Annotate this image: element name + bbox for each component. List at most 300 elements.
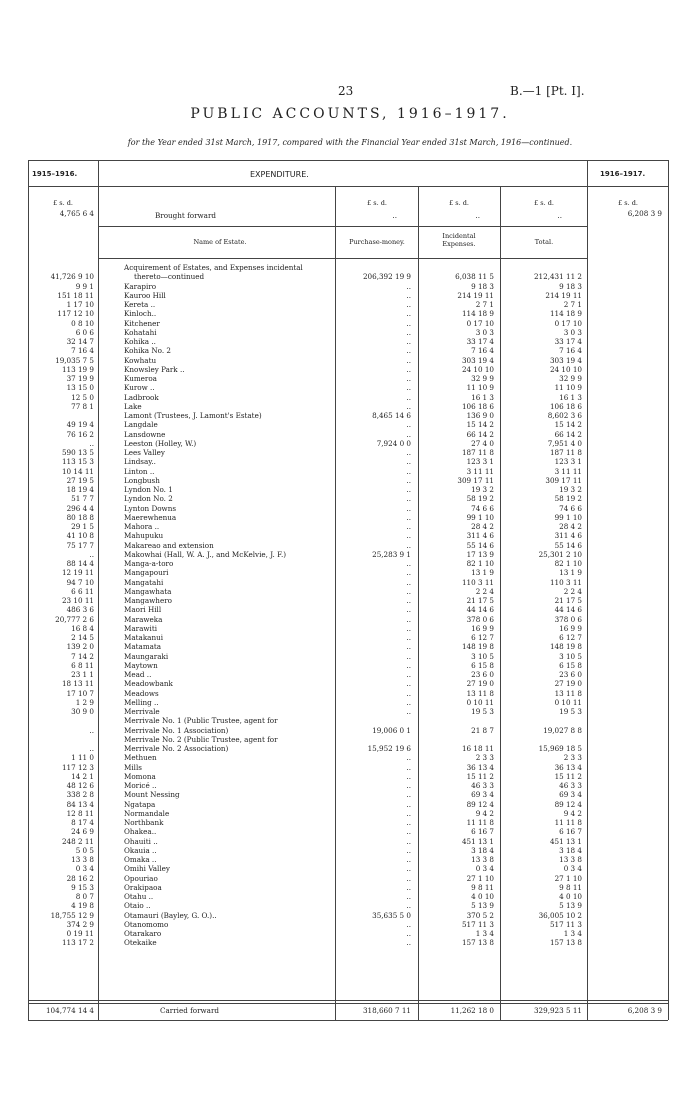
cell-pm: .. — [406, 633, 411, 642]
cell-name: thereto—continued — [134, 272, 205, 282]
cell-prev: 80 18 8 — [66, 512, 94, 522]
cell-pm: .. — [406, 522, 411, 531]
cell-inc: 9 4 2 — [475, 808, 494, 818]
cell-name: Ladbrook — [124, 392, 159, 402]
cell-tot: 9 4 2 — [563, 808, 582, 818]
cell-pm: .. — [406, 845, 411, 855]
cell-inc: 55 14 6 — [466, 540, 494, 550]
cell-inc: 309 17 11 — [457, 475, 494, 485]
cell-pm: .. — [406, 651, 411, 661]
cell-tot: 8,602 3 6 — [547, 411, 582, 420]
header-total: Total. — [534, 238, 554, 246]
cell-inc: 32 9 9 — [471, 374, 494, 383]
cell-name: Makowhai (Hall, W. A. J., and McKelvie, J. F.) — [124, 549, 287, 559]
cell-tot: 19 3 2 — [559, 485, 582, 494]
cell-prev: 84 13 4 — [66, 799, 94, 809]
cell-prev: 18,755 12 9 — [50, 910, 94, 920]
cell-tot: 3 0 3 — [563, 327, 582, 337]
cell-pm: .. — [406, 429, 411, 439]
cell-pm: .. — [406, 707, 411, 716]
cell-inc: 187 11 8 — [461, 448, 494, 457]
cell-prev: 6 0 6 — [75, 327, 94, 337]
cell-inc: 114 18 9 — [461, 309, 494, 319]
cell-prev: 6 8 11 — [71, 660, 94, 670]
cell-inc: 82 1 10 — [466, 559, 494, 568]
cell-pm: .. — [406, 364, 411, 374]
cell-inc: 123 3 1 — [466, 457, 494, 467]
cell-inc: 0 10 11 — [466, 697, 494, 707]
cell-prev: 296 4 4 — [66, 503, 94, 513]
cell-inc: 370 5 2 — [466, 910, 494, 920]
cell-prev: 37 19 9 — [66, 374, 94, 383]
cell-pm: .. — [406, 818, 411, 827]
header-expenditure: EXPENDITURE. — [250, 170, 309, 179]
cell-prev: 1 17 10 — [66, 300, 94, 309]
cell-name: Orakipaoa — [124, 882, 162, 892]
cell-prev: 88 14 4 — [66, 559, 94, 568]
lsd-header-purchase: £ s. d. — [367, 199, 387, 207]
cell-name: Kinloch.. — [124, 309, 157, 319]
cell-tot: 19,027 8 8 — [543, 725, 582, 735]
cell-inc: 11 11 8 — [466, 818, 494, 827]
cell-pm: .. — [406, 383, 411, 393]
cell-pm: .. — [406, 892, 411, 901]
cell-tot: 27 1 10 — [554, 873, 582, 883]
cell-inc: 27 19 0 — [466, 679, 494, 689]
cell-prev: 29 1 5 — [71, 522, 94, 531]
brought-forward-incidental: .. — [475, 211, 480, 220]
cell-inc: 2 7 1 — [475, 300, 494, 309]
cell-tot: 15,969 18 5 — [538, 744, 582, 753]
cell-prev: 27 19 5 — [66, 475, 94, 485]
cell-name: Linton .. — [124, 466, 155, 476]
cell-pm: .. — [406, 679, 411, 689]
cell-pm: .. — [406, 873, 411, 883]
cell-prev: 32 14 7 — [66, 337, 94, 346]
cell-pm: .. — [406, 901, 411, 911]
cell-inc: 16 18 11 — [461, 744, 494, 753]
cell-tot: 15 11 2 — [554, 771, 582, 781]
cell-tot: 24 10 10 — [549, 364, 582, 374]
cell-name: Kowhatu — [124, 355, 157, 365]
cell-inc: 451 13 1 — [461, 836, 494, 846]
cell-inc: 3 18 4 — [471, 845, 494, 855]
cell-inc: 89 12 4 — [466, 799, 494, 809]
cell-tot: 33 17 4 — [554, 337, 582, 346]
cell-tot: 2 3 3 — [563, 753, 582, 763]
cell-tot: 58 19 2 — [554, 494, 582, 504]
cell-name: Longbush — [124, 475, 160, 485]
cell-inc: 2 3 3 — [475, 753, 494, 763]
cell-prev: 113 19 9 — [61, 364, 94, 374]
cell-tot: 0 3 4 — [563, 864, 582, 874]
cell-pm: .. — [406, 540, 411, 550]
cell-tot: 28 4 2 — [559, 522, 582, 531]
cell-inc: 19 3 2 — [471, 485, 494, 494]
cell-tot: 27 19 0 — [554, 679, 582, 689]
cell-inc: 157 13 8 — [461, 938, 494, 948]
cell-inc: 3 11 11 — [466, 466, 494, 476]
cell-prev: 7 16 4 — [71, 346, 94, 356]
lsd-header-incidental: £ s. d. — [449, 199, 469, 207]
cell-prev: 30 9 0 — [71, 707, 94, 716]
cell-prev: 10 14 11 — [61, 466, 94, 476]
cell-name: Otekaike — [124, 938, 157, 948]
cell-prev: 338 2 8 — [66, 790, 94, 800]
cell-tot: 7 16 4 — [559, 346, 582, 356]
cell-tot: 3 18 4 — [559, 845, 582, 855]
cell-name: Kohatahi — [124, 327, 157, 337]
cell-name: Ohauiti .. — [124, 836, 158, 846]
cell-prev: 0 3 4 — [75, 864, 94, 874]
cell-tot: 3 11 11 — [554, 466, 582, 476]
cell-tot: 106 18 6 — [549, 401, 582, 411]
cell-tot: 11 11 8 — [554, 818, 582, 827]
cell-tot: 311 4 6 — [554, 531, 582, 541]
cell-pm: .. — [406, 929, 411, 938]
cell-tot: 89 12 4 — [554, 799, 582, 809]
carried-forward-total: 329,923 5 11 — [533, 1006, 582, 1015]
cell-name: Kohika No. 2 — [124, 346, 171, 356]
cell-pm: .. — [406, 882, 411, 892]
cell-name: Mangawhero — [124, 596, 172, 605]
cell-inc: 0 17 10 — [466, 318, 494, 328]
cell-name: Otanomomo — [124, 919, 169, 929]
cell-inc: 36 13 4 — [466, 762, 494, 772]
cell-pm: .. — [406, 355, 411, 365]
cell-inc: 311 4 6 — [466, 531, 494, 541]
cell-inc: 21 8 7 — [471, 725, 494, 735]
cell-tot: 44 14 6 — [554, 605, 582, 615]
cell-tot: 23 6 0 — [559, 670, 582, 679]
cell-inc: 69 3 4 — [471, 790, 494, 800]
cell-name: Kumeroa — [124, 374, 157, 383]
cell-tot: 2 2 4 — [563, 586, 582, 596]
cell-name: Mahupuku — [124, 531, 164, 541]
cell-prev: 16 8 4 — [71, 623, 94, 633]
cell-pm: .. — [406, 577, 411, 587]
cell-prev: 113 15 3 — [61, 457, 94, 467]
cell-name: Manga-a-toro — [124, 559, 174, 568]
cell-prev: 94 7 10 — [66, 577, 94, 587]
cell-pm: .. — [406, 475, 411, 485]
cell-prev: .. — [89, 549, 94, 559]
brought-forward-right: 6,208 3 9 — [627, 209, 662, 218]
cell-tot: 99 1 10 — [554, 512, 582, 522]
cell-pm: .. — [406, 660, 411, 670]
cell-prev: 12 5 0 — [71, 392, 94, 402]
cell-tot: 214 19 11 — [545, 290, 582, 300]
page-title: PUBLIC ACCOUNTS, 1916–1917. — [190, 106, 510, 122]
cell-prev: 49 19 4 — [66, 420, 94, 430]
cell-tot: 19 5 3 — [559, 707, 582, 716]
cell-tot: 0 10 11 — [554, 697, 582, 707]
carried-forward-prev: 104,774 14 4 — [45, 1006, 94, 1015]
cell-pm: .. — [406, 485, 411, 494]
cell-prev: 151 18 11 — [57, 290, 94, 300]
cell-prev: .. — [89, 725, 94, 735]
cell-pm: .. — [406, 494, 411, 504]
cell-prev: 139 2 0 — [66, 642, 94, 652]
cell-pm: .. — [406, 605, 411, 615]
cell-pm: 7,924 0 0 — [376, 438, 411, 448]
cell-inc: 74 6 6 — [471, 503, 494, 513]
cell-prev: 248 2 11 — [61, 836, 94, 846]
cell-pm: .. — [406, 559, 411, 568]
lsd-header-total: £ s. d. — [534, 199, 554, 207]
cell-prev: 374 2 9 — [66, 919, 94, 929]
carried-forward-right: 6,208 3 9 — [627, 1006, 662, 1015]
cell-name: Makareao and extension — [124, 540, 214, 550]
cell-prev: 23 1 1 — [71, 670, 94, 679]
cell-name: Otahu .. — [124, 892, 154, 901]
cell-prev: 0 8 10 — [71, 318, 94, 328]
cell-name: Melling .. — [124, 697, 159, 707]
cell-tot: 2 7 1 — [563, 300, 582, 309]
page-reference: B.—1 [Pt. I]. — [510, 84, 585, 98]
cell-pm: .. — [406, 401, 411, 411]
cell-name: Matamata — [124, 642, 162, 652]
cell-prev: 113 17 2 — [61, 938, 94, 948]
cell-inc: 2 2 4 — [475, 586, 494, 596]
cell-inc: 148 19 8 — [461, 642, 494, 652]
cell-pm: 206,392 19 9 — [362, 272, 411, 282]
cell-prev: 8 17 4 — [71, 818, 94, 827]
cell-inc: 44 14 6 — [466, 605, 494, 615]
cell-pm: .. — [406, 864, 411, 874]
cell-tot: 517 11 3 — [549, 919, 582, 929]
cell-name: Matakanui — [124, 633, 164, 642]
cell-prev: 20,777 2 6 — [55, 614, 94, 624]
cell-inc: 6 16 7 — [471, 827, 494, 837]
cell-name: Okauia .. — [124, 845, 157, 855]
cell-name: Merrivale No. 2 Association) — [124, 744, 229, 753]
cell-prev: 75 17 7 — [66, 540, 94, 550]
cell-prev: 18 13 11 — [61, 679, 94, 689]
cell-name: Kohika .. — [124, 337, 156, 346]
cell-inc: 13 3 8 — [471, 855, 494, 864]
carried-forward-purchase: 318,660 7 11 — [362, 1006, 411, 1015]
cell-tot: 7,951 4 0 — [547, 438, 582, 448]
cell-tot: 6 16 7 — [559, 827, 582, 837]
cell-tot: 157 13 8 — [549, 938, 582, 948]
cell-name: Lyndon No. 1 — [124, 485, 173, 494]
cell-name: Mead .. — [124, 670, 152, 679]
cell-inc: 58 19 2 — [466, 494, 494, 504]
cell-prev: 0 19 11 — [66, 929, 94, 938]
cell-name: Mangawhata — [124, 586, 172, 596]
cell-inc: 15 14 2 — [466, 420, 494, 430]
carried-forward-label: Carried forward — [160, 1006, 219, 1015]
cell-tot: 15 14 2 — [554, 420, 582, 430]
cell-pm: .. — [406, 531, 411, 541]
cell-name: Kauroo Hill — [124, 290, 166, 300]
cell-pm: .. — [406, 799, 411, 809]
cell-inc: 1 3 4 — [475, 929, 494, 938]
cell-prev: 5 0 5 — [75, 845, 94, 855]
cell-name: Lees Valley — [124, 448, 165, 457]
cell-inc: 136 9 0 — [466, 411, 494, 420]
cell-pm: .. — [406, 346, 411, 356]
cell-tot: 148 19 8 — [549, 642, 582, 652]
cell-inc: 19 5 3 — [471, 707, 494, 716]
cell-name: Mangapouri — [124, 568, 169, 578]
cell-tot: 13 3 8 — [559, 855, 582, 864]
cell-tot: 13 1 9 — [559, 568, 582, 578]
cell-tot: 6 12 7 — [559, 633, 582, 642]
cell-inc: 27 1 10 — [466, 873, 494, 883]
cell-name: Karapiro — [124, 281, 157, 291]
cell-pm: .. — [406, 420, 411, 430]
cell-prev: 486 3 6 — [66, 605, 94, 615]
cell-name: Maraweka — [124, 614, 163, 624]
cell-name: Omihi Valley — [124, 864, 170, 874]
cell-tot: 66 14 2 — [554, 429, 582, 439]
cell-name: Maytown — [124, 660, 158, 670]
cell-pm: 25,283 9 1 — [372, 549, 411, 559]
cell-pm: .. — [406, 327, 411, 337]
header-incidental-expenses: Incidental Expenses. — [442, 232, 476, 248]
cell-pm: .. — [406, 836, 411, 846]
cell-tot: 21 17 5 — [554, 596, 582, 605]
cell-name: Leeston (Holley, W.) — [124, 438, 197, 448]
cell-name: Marawiti — [124, 623, 158, 633]
cell-inc: 46 3 3 — [471, 781, 494, 790]
cell-inc: 23 6 0 — [471, 670, 494, 679]
cell-pm: .. — [406, 771, 411, 781]
cell-inc: 16 1 3 — [471, 392, 494, 402]
cell-pm: .. — [406, 457, 411, 467]
cell-pm: .. — [406, 568, 411, 578]
cell-prev: 9 9 1 — [75, 281, 94, 291]
cell-name: Mangatahi — [124, 577, 164, 587]
cell-tot: 55 14 6 — [554, 540, 582, 550]
cell-pm: .. — [406, 642, 411, 652]
lsd-header-prev: £ s. d. — [53, 199, 73, 207]
cell-inc: 4 0 10 — [471, 892, 494, 901]
cell-tot: 46 3 3 — [559, 781, 582, 790]
cell-inc: 7 16 4 — [471, 346, 494, 356]
cell-pm: .. — [406, 623, 411, 633]
cell-inc: 3 10 5 — [471, 651, 494, 661]
cell-inc: 11 10 9 — [466, 383, 494, 393]
cell-prev: 8 0 7 — [75, 892, 94, 901]
cell-prev: 12 19 11 — [61, 568, 94, 578]
cell-tot: 4 0 10 — [559, 892, 582, 901]
cell-prev: 14 2 1 — [71, 771, 94, 781]
cell-tot: 3 10 5 — [559, 651, 582, 661]
cell-name: Maungaraki — [124, 651, 169, 661]
cell-pm: .. — [406, 290, 411, 300]
cell-inc: 24 10 10 — [461, 364, 494, 374]
cell-prev: 1 2 9 — [75, 697, 94, 707]
cell-prev: 12 8 11 — [66, 808, 94, 818]
cell-pm: .. — [406, 300, 411, 309]
cell-inc: 17 13 9 — [466, 549, 494, 559]
cell-prev: 23 10 11 — [61, 596, 94, 605]
cell-name: Kitchener — [124, 318, 160, 328]
header-year-right: 1916–1917. — [600, 170, 646, 178]
cell-pm: 15,952 19 6 — [367, 744, 411, 753]
lsd-header-right: £ s. d. — [618, 199, 638, 207]
cell-tot: 123 3 1 — [554, 457, 582, 467]
cell-tot: 13 11 8 — [554, 688, 582, 698]
cell-tot: 74 6 6 — [559, 503, 582, 513]
cell-prev: 41 10 8 — [66, 531, 94, 541]
cell-pm: .. — [406, 374, 411, 383]
cell-name: Kereta .. — [124, 300, 156, 309]
cell-prev: .. — [89, 438, 94, 448]
cell-prev: 19,035 7 5 — [55, 355, 94, 365]
cell-pm: .. — [406, 688, 411, 698]
cell-pm: .. — [406, 586, 411, 596]
cell-inc: 15 11 2 — [466, 771, 494, 781]
cell-inc: 16 9 9 — [471, 623, 494, 633]
cell-prev: 4 19 8 — [71, 901, 94, 911]
cell-prev: 18 19 4 — [66, 485, 94, 494]
cell-name: Methuen — [124, 753, 157, 763]
cell-pm: .. — [406, 855, 411, 864]
cell-pm: .. — [406, 281, 411, 291]
cell-inc: 9 8 11 — [471, 882, 494, 892]
cell-name: Otarakaro — [124, 929, 162, 938]
cell-pm: .. — [406, 466, 411, 476]
cell-tot: 16 1 3 — [559, 392, 582, 402]
cell-inc: 378 0 6 — [466, 614, 494, 624]
cell-tot: 1 3 4 — [563, 929, 582, 938]
cell-inc: 110 3 11 — [461, 577, 494, 587]
cell-inc: 66 14 2 — [466, 429, 494, 439]
cell-inc: 9 18 3 — [471, 281, 494, 291]
cell-inc: 6,038 11 5 — [455, 272, 494, 282]
cell-pm: .. — [406, 697, 411, 707]
cell-tot: 36 13 4 — [554, 762, 582, 772]
cell-prev: 9 15 3 — [71, 882, 94, 892]
cell-name: Lynton Downs — [124, 503, 177, 513]
cell-prev: 13 15 0 — [66, 383, 94, 393]
cell-name: Ohakea.. — [124, 827, 157, 837]
cell-name: Merrivale No. 2 (Public Trustee, agent for — [124, 734, 278, 744]
cell-tot: 114 18 9 — [549, 309, 582, 319]
cell-tot: 187 11 8 — [549, 448, 582, 457]
brought-forward-prev: 4,765 6 4 — [59, 209, 94, 218]
cell-prev: 48 12 6 — [66, 781, 94, 790]
cell-name: Kurow .. — [124, 383, 155, 393]
cell-name: Mahora .. — [124, 522, 160, 531]
cell-inc: 214 19 11 — [457, 290, 494, 300]
cell-prev: 1 11 0 — [71, 753, 94, 763]
cell-name: Mills — [124, 762, 142, 772]
cell-name: Maerewhenua — [124, 512, 177, 522]
cell-inc: 0 3 4 — [475, 864, 494, 874]
cell-name: Ngatapa — [124, 799, 156, 809]
header-year-left: 1915–1916. — [32, 170, 78, 178]
page-number: 23 — [338, 84, 354, 98]
cell-name: Normandale — [124, 808, 170, 818]
cell-name: Lamont (Trustees, J. Lamont's Estate) — [124, 411, 262, 420]
cell-inc: 106 18 6 — [461, 401, 494, 411]
cell-prev: 117 12 10 — [57, 309, 94, 319]
cell-name: Opouriao — [124, 873, 158, 883]
cell-tot: 303 19 4 — [549, 355, 582, 365]
cell-pm: .. — [406, 781, 411, 790]
cell-tot: 0 17 10 — [554, 318, 582, 328]
cell-tot: 9 18 3 — [559, 281, 582, 291]
cell-name: Lindsay.. — [124, 457, 156, 467]
cell-prev: 2 14 5 — [71, 633, 94, 642]
cell-name: Merrivale — [124, 707, 160, 716]
cell-tot: 451 13 1 — [549, 836, 582, 846]
